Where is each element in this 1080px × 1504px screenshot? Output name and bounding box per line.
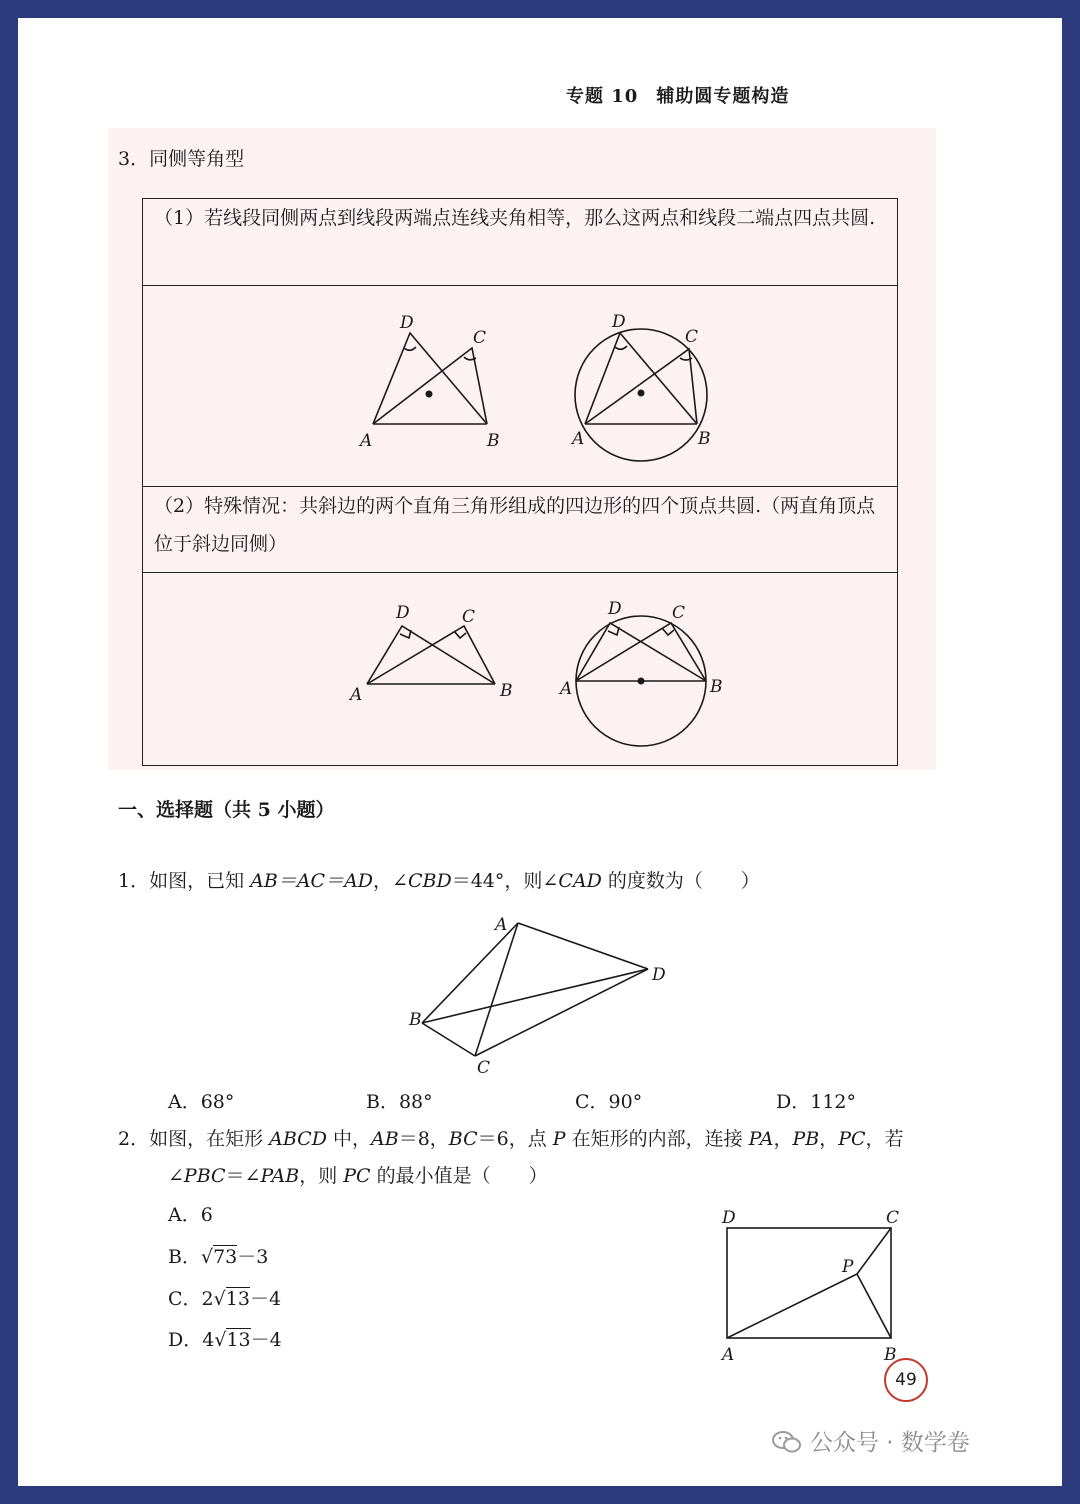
- q1-label-B: B: [409, 1010, 422, 1030]
- q1-option-a[interactable]: A．68°: [168, 1091, 235, 1113]
- segment-AB: [422, 923, 518, 1023]
- sqrt-icon: √: [214, 1329, 227, 1351]
- box1-text: （1）若线段同侧两点到线段两端点连线夹角相等，那么这两点和线段二端点四点共圆.: [154, 207, 876, 229]
- label-B3: B: [500, 681, 513, 701]
- q2-option-c[interactable]: [168, 1284, 281, 1311]
- label-C4: C: [672, 603, 686, 623]
- page-number: 49: [884, 1358, 928, 1402]
- q2-label-A: A: [722, 1345, 735, 1365]
- q1-number: 1．: [118, 870, 150, 892]
- q2-option-a[interactable]: A．6: [168, 1204, 213, 1226]
- label-C3: C: [462, 607, 476, 627]
- label-B4: B: [710, 677, 723, 697]
- q1-option-d[interactable]: D．112°: [776, 1091, 856, 1113]
- angle-mark-C2: [680, 358, 692, 360]
- q1-label-C: C: [477, 1058, 491, 1078]
- center-dot: [426, 391, 433, 398]
- q2-option-b[interactable]: [168, 1242, 268, 1269]
- q1-option-c[interactable]: C．90°: [575, 1091, 643, 1113]
- q2-text-1g: ＝6，点: [477, 1128, 553, 1150]
- segment-CD: [475, 969, 648, 1056]
- label-C: C: [473, 328, 487, 348]
- q2-label-C: C: [886, 1208, 900, 1228]
- q2-text-1o: ，若: [865, 1128, 904, 1150]
- watermark-text: 公众号 · 数学卷: [810, 1430, 970, 1456]
- box2-text: （2）特殊情况：共斜边的两个直角三角形组成的四边形的四个顶点共圆.（两直角顶点位于斜边同侧）: [154, 495, 876, 555]
- q2-label-B: B: [884, 1345, 897, 1365]
- rectangle-ABCD: [727, 1228, 891, 1338]
- label-C2: C: [685, 327, 699, 347]
- q2-option-c-suffix: －4: [249, 1288, 282, 1310]
- label-A4: A: [560, 679, 573, 699]
- segment-PC: [857, 1228, 891, 1274]
- q1-text-c: ＝44°，则∠: [451, 870, 559, 892]
- section-heading: 3．同侧等角型: [118, 148, 245, 170]
- part1-heading: 一、选择题（共 5 小题）: [118, 799, 335, 821]
- q2-text-1a: 如图，在矩形: [149, 1128, 270, 1150]
- right-angle-mark-C4: [662, 628, 674, 635]
- q2-text-1n: PC: [838, 1128, 866, 1150]
- header-topic: 专题 10: [566, 86, 639, 107]
- q2-text-1b: ABCD: [269, 1128, 327, 1150]
- segment-PA: [727, 1274, 857, 1338]
- q2-text-1d: AB: [371, 1128, 399, 1150]
- segment-AC: [475, 923, 518, 1056]
- label-D3: D: [396, 603, 410, 623]
- segment-BD: [422, 969, 648, 1023]
- q1-figure: [395, 908, 685, 1078]
- q1-text-b: ，∠: [373, 870, 408, 892]
- label-B2: B: [698, 429, 711, 449]
- q2-text-2c: ＝∠: [225, 1165, 261, 1187]
- q2-option-b-radicand: 73: [213, 1246, 238, 1268]
- q2-option-d-suffix: －4: [250, 1329, 282, 1351]
- q2-text-1i: 在矩形的内部，连接: [565, 1128, 749, 1150]
- q2-option-b-prefix: B．: [168, 1246, 201, 1268]
- segment-PB: [857, 1274, 891, 1338]
- q1-option-b[interactable]: B．88°: [366, 1091, 433, 1113]
- q2-text-1m: ，: [819, 1128, 839, 1150]
- sqrt-icon: √: [213, 1288, 226, 1310]
- q1-label-D: D: [652, 965, 666, 985]
- header-title: [566, 82, 789, 108]
- angle-mark-D: [404, 347, 416, 350]
- watermark: [772, 1424, 970, 1457]
- q2-text-2f: PC: [343, 1165, 371, 1187]
- segment-BC: [422, 1023, 475, 1056]
- angle-mark-D2: [615, 346, 627, 349]
- q2-text-2b: PBC: [183, 1165, 226, 1187]
- q2-label-P: P: [842, 1257, 854, 1277]
- question-2-line-1: [118, 1124, 904, 1151]
- q2-option-d[interactable]: [168, 1325, 282, 1352]
- question-1: [118, 866, 760, 893]
- right-triangle-ADB: [367, 626, 495, 684]
- q1-expr3: CAD: [558, 870, 602, 892]
- q2-text-1j: PA: [748, 1128, 774, 1150]
- label-A: A: [360, 431, 373, 451]
- figure-equal-angles: [340, 300, 760, 470]
- q1-text-a: 如图，已知: [149, 870, 251, 892]
- q1-label-A: A: [495, 915, 508, 935]
- segment-AD: [518, 923, 648, 969]
- q2-text-1l: PB: [792, 1128, 820, 1150]
- q2-text-1k: ，: [773, 1128, 793, 1150]
- sqrt-icon: √: [200, 1246, 214, 1268]
- q2-text-1f: BC: [448, 1128, 478, 1150]
- q2-text-2g: 的最小值是（ ）: [370, 1165, 548, 1187]
- figure-right-triangles: [340, 590, 760, 760]
- right-triangle-ACB-circle: [576, 623, 706, 681]
- right-triangle-ADB-circle: [576, 623, 706, 681]
- triangle-ACB-circle: [585, 349, 697, 424]
- header-title-text: 辅助圆专题构造: [656, 86, 790, 107]
- center-dot-3: [638, 678, 645, 685]
- label-D4: D: [608, 599, 622, 619]
- triangle-ADB-circle: [585, 333, 697, 424]
- label-A3: A: [350, 685, 363, 705]
- q1-expr1: AB＝AC＝AD: [250, 870, 374, 892]
- q2-label-D: D: [722, 1208, 736, 1228]
- right-triangle-ACB: [367, 626, 495, 684]
- q2-option-c-radicand: 13: [225, 1288, 250, 1310]
- label-D: D: [400, 313, 414, 333]
- q2-text-1h: P: [552, 1128, 566, 1150]
- wechat-icon: [772, 1430, 802, 1454]
- right-angle-mark-C: [454, 631, 466, 638]
- q2-figure: [710, 1200, 920, 1370]
- q2-text-2a: ∠: [168, 1165, 184, 1187]
- q1-expr2: CBD: [407, 870, 452, 892]
- q2-text-2d: PAB: [260, 1165, 300, 1187]
- center-dot-2: [638, 390, 645, 397]
- label-A2: A: [572, 429, 585, 449]
- q1-text-d: 的度数为（ ）: [601, 870, 760, 892]
- q2-option-d-prefix: D．4: [168, 1329, 215, 1351]
- q2-number: 2．: [118, 1128, 150, 1150]
- q2-option-b-suffix: －3: [237, 1246, 269, 1268]
- label-B: B: [487, 431, 500, 451]
- label-D2: D: [612, 312, 626, 332]
- question-2-line-2: [168, 1161, 548, 1188]
- q2-option-d-radicand: 13: [226, 1329, 251, 1351]
- q2-text-2e: ，则: [299, 1165, 344, 1187]
- q2-text-1e: ＝8，: [398, 1128, 449, 1150]
- q2-text-1c: 中，: [326, 1128, 371, 1150]
- q2-option-c-prefix: C．2: [168, 1288, 214, 1310]
